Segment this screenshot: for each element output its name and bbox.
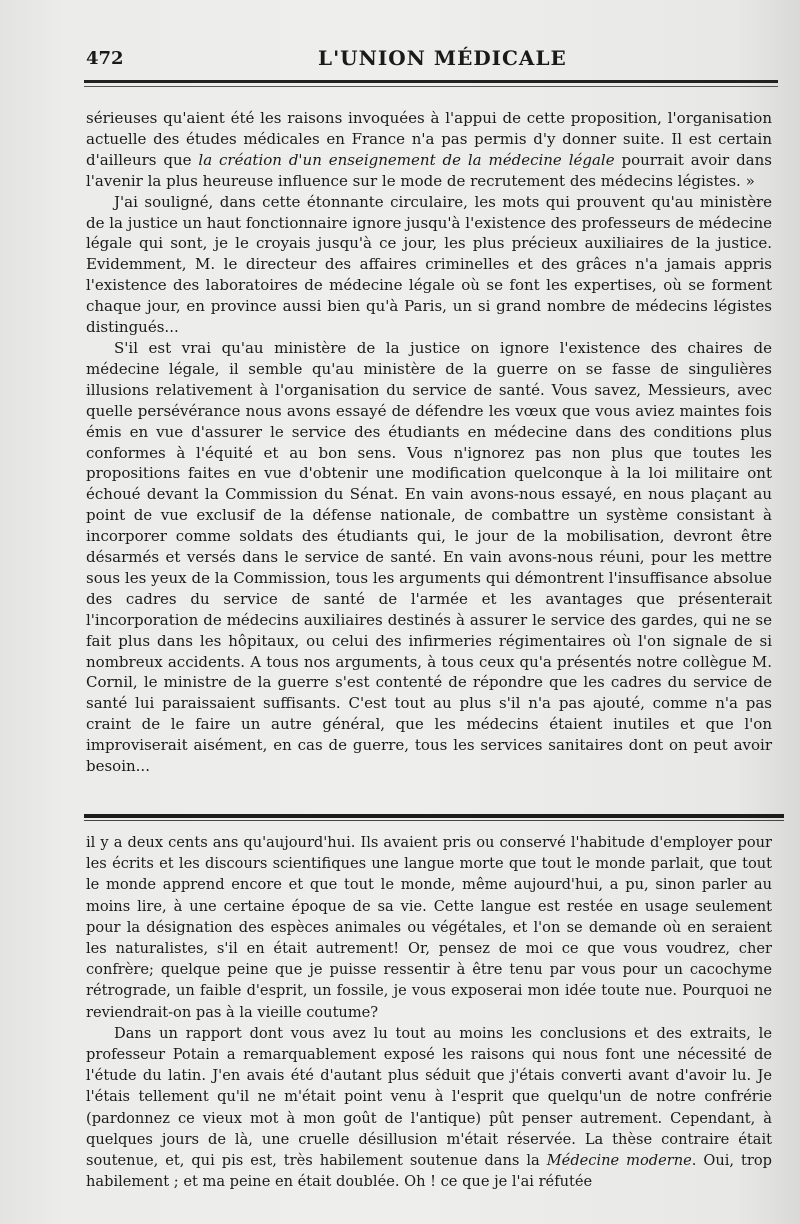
- section-separator-thin: [84, 820, 784, 821]
- upper-paragraph-2: J'ai souligné, dans cette étonnante circulaire, les mots qui prouvent qu'au ministère de la justice un haut fonctionnaire ignore jusqu'à l'existence des professeurs de médecine légale qui sont, je le croyais jusqu'à ce jour, les plus précieux auxiliaires de la justice. Evidemment, M. le directeur des affaires criminelles et des grâces n'a jamais appris l'existence des laboratoires de médecine légale où se font les expertises, où se forment chaque jour, en province aussi bien qu'à Paris, un si grand nombre de médecins légistes distingués...: [86, 192, 772, 337]
- upper-paragraph-3: S'il est vrai qu'au ministère de la justice on ignore l'existence des chaires de médecine légale, il semble qu'au ministère de la guerre on se fasse de singulières illusions relativement à l'organisation du service de santé. Vous savez, Messieurs, avec quelle persévérance nous avons essayé de défendre les vœux que vous aviez maintes fois émis en vue d'assurer le service des étudiants en médecine dans des conditions plus conformes à l'équité et au bon sens. Vous n'ignorez pas non plus que toutes les propositions faites en vue d'obtenir une modification quelconque à la loi militaire ont échoué devant la Commission du Sénat. En vain avons-nous essayé, en nous plaçant au point de vue exclusif de la défense nationale, de combattre un système consistant à incorporer comme soldats des étudiants qui, le jour de la mobilisation, devront être désarmés et versés dans le service de santé. En vain avons-nous réuni, pour les mettre sous les yeux de la Commission, tous les arguments qui démontrent l'insuffisance absolue des cadres du service de santé de l'armée et les avantages que présenterait l'incorporation de médecins auxiliaires destinés à assurer le service des gardes, qui ne se fait plus dans les hôpitaux, ou celui des infirmeries régimentaires où l'on signale de si nombreux accidents. A tous nos arguments, à tous ceux qu'a présentés notre collègue M. Cornil, le ministre de la guerre s'est contenté de répondre que les cadres du service de santé lui paraissaient suffisants. C'est tout au plus s'il n'a pas ajouté, comme n'a pas craint de le faire un autre général, que les médecins étaient inutiles et que l'on improviserait aisément, en cas de guerre, tous les services sanitaires dont on peut avoir besoin...: [86, 338, 772, 776]
- lower-p2-end: . Oui, trop habilement ; et ma peine en était doublée. Oh ! ce que je l'ai réfutée: [86, 1152, 772, 1191]
- upper-p1-start: sérieuses qu'aient été les raisons invoquées à l'appui de cette proposition, l'organisation actuelle des études médicales en France n'a pas permis d'y donner suite. Il est certain d'ailleurs que: [86, 109, 772, 169]
- upper-article-text: [86, 108, 772, 808]
- header-rule-thin: [84, 86, 778, 87]
- lower-feuilleton-text: [86, 832, 772, 1212]
- lower-paragraph-1: il y a deux cents ans qu'aujourd'hui. Ils avaient pris ou conservé l'habitude d'employer pour les écrits et les discours scientifiques une langue morte que tout le monde parlait, que tout le monde apprend encore et que tout le monde, même aujourd'hui, a pu, sinon parler au moins lire, à une certaine époque de sa vie. Cette langue est restée en usage seulement pour la désignation des espèces animales ou végétales, et l'on se demande où en seraient les naturalistes, s'il en était autrement! Or, pensez de moi ce que vous voudrez, cher confrère; quelque peine que je puisse ressentir à être tenu par vous pour un cacochyme rétrograde, un faible d'esprit, un fossile, je vous exposerai mon idée toute nue. Pourquoi ne reviendrait-on pas à la vieille coutume?: [86, 834, 772, 1021]
- lower-p2-italic: Médecine moderne: [546, 1152, 692, 1170]
- page-number: 472: [86, 48, 124, 69]
- lower-p2-start: Dans un rapport dont vous avez lu tout au moins les conclusions et des extraits, le professeur Potain a remarquablement exposé les raisons qui nous font une nécessité de l'étude du latin. J'en avais été d'autant plus séduit que j'étais converti avant d'avoir lu. Je l'étais tellement qu'il ne m'était point venu à l'esprit que quelqu'un de notre confrérie (pardonnez ce vieux mot à mon goût de l'antique) pût penser autrement. Cependant, à quelques jours de là, une cruelle désillusion m'était réservée. La thèse contraire était soutenue, et, qui pis est, très habilement soutenue dans la: [86, 1024, 772, 1170]
- lower-paragraph-2: [86, 1023, 772, 1193]
- section-separator: [84, 814, 784, 818]
- upper-p1-italic: la création d'un enseignement de la médecine légale: [198, 150, 615, 169]
- page-header: [86, 44, 766, 78]
- header-rule: [84, 80, 778, 83]
- upper-paragraph-1: [86, 108, 772, 192]
- running-title: L'UNION MÉDICALE: [318, 46, 567, 70]
- upper-p1-end: pourrait avoir dans l'avenir la plus heureuse influence sur le mode de recrutement des médecins légistes. »: [86, 150, 772, 190]
